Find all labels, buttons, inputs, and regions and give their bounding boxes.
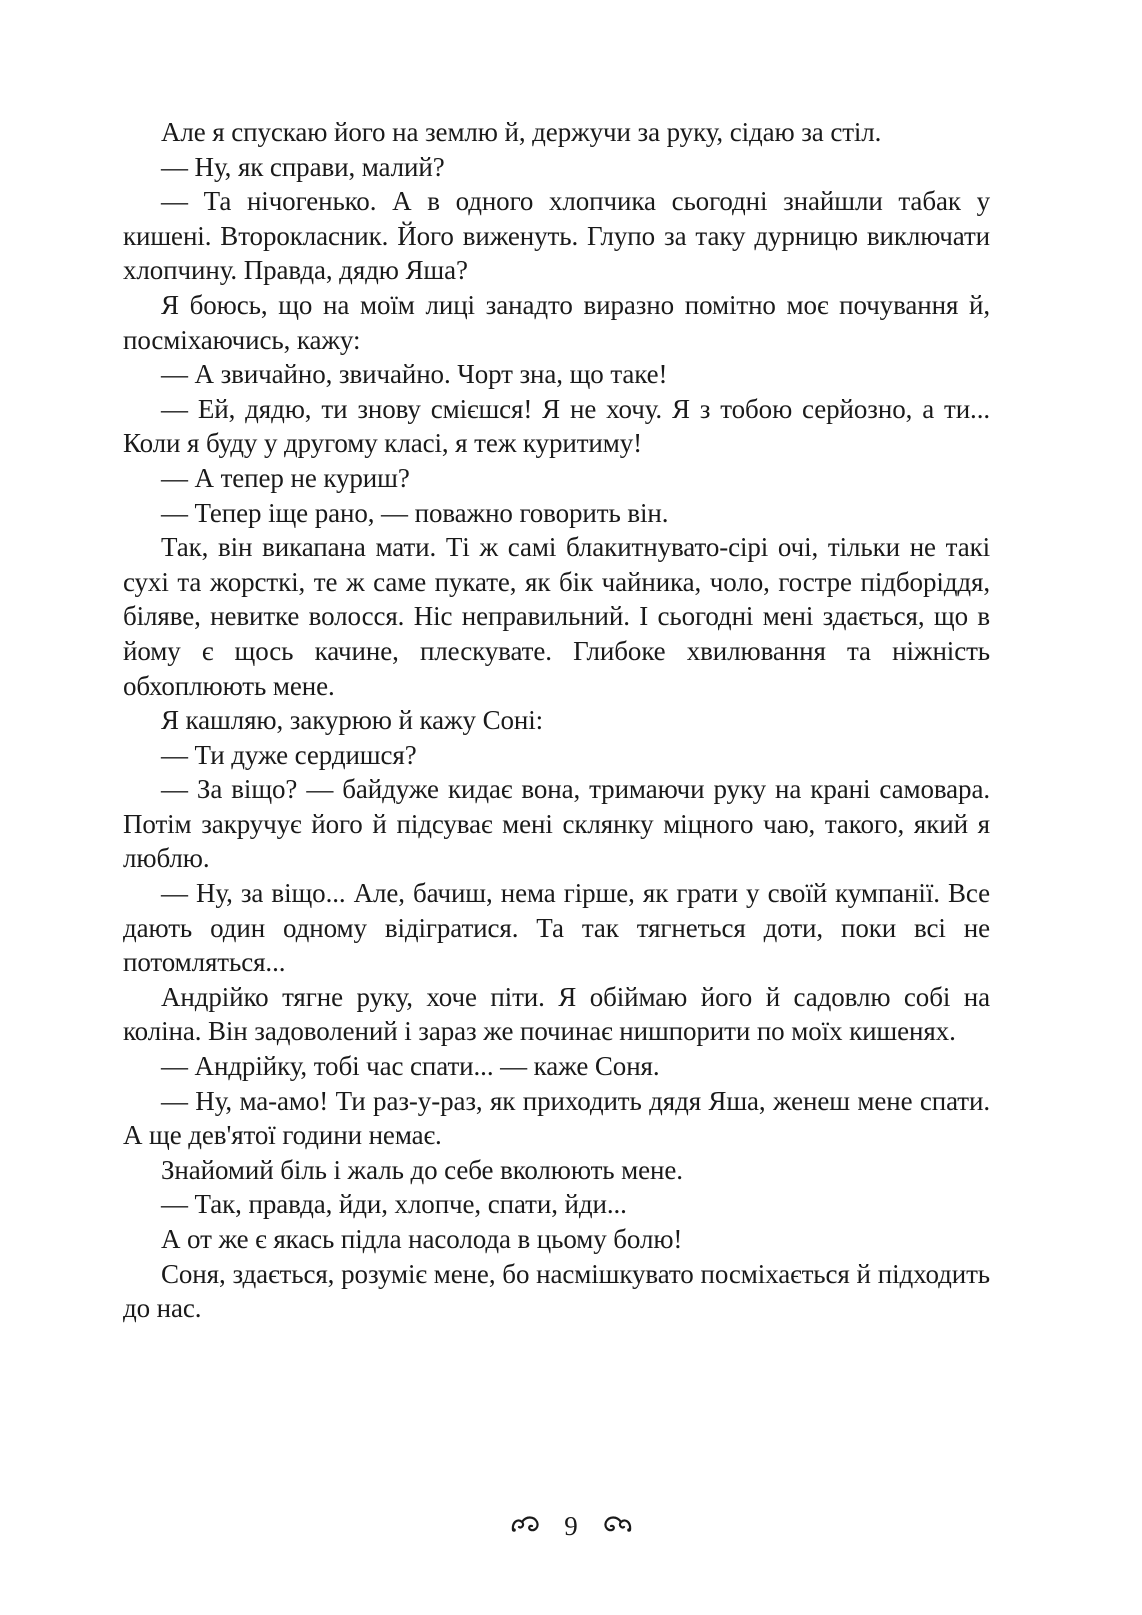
- paragraph: Я боюсь, що на моїм лиці занадто виразно помітно моє почування й, посміхаючись, кажу:: [123, 289, 990, 355]
- paragraph: — Андрійку, тобі час спати... — каже Соня.: [161, 1051, 660, 1082]
- paragraph: — Ну, ма-амо! Ти раз-у-раз, як приходить дядя Яша, женеш мене спати. А ще дев'ятої години немає.: [123, 1085, 990, 1151]
- paragraph: Андрійко тягне руку, хоче піти. Я обіймаю його й садовлю собі на коліна. Він задоволений і зараз же починає нишпорити по моїх кишенях.: [123, 981, 990, 1047]
- paragraph: Я кашляю, закурюю й кажу Соні:: [161, 705, 544, 736]
- body-text: [123, 115, 990, 1326]
- paragraph: — А тепер не куриш?: [161, 462, 410, 493]
- paragraph: Соня, здається, розуміє мене, бо насмішкувато посміхається й підходить до нас.: [123, 1258, 990, 1324]
- paragraph: Але я спускаю його на землю й, держучи за руку, сідаю за стіл.: [161, 117, 882, 147]
- paragraph: — Та нічогенько. А в одного хлопчика сьогодні знайшли табак у кишені. Второкласник. Його виженуть. Глупо за таку дурницю виключати хлопчину. Правда, дядю Яша?: [123, 186, 990, 286]
- paragraph: — Ну, за віщо... Але, бачиш, нема гірше, як грати у своїй кумпанії. Все дають один одному відігратися. Та так тягнеться доти, поки всі не потомляться...: [123, 878, 990, 978]
- paragraph: — Ти дуже сердишся?: [161, 739, 417, 770]
- paragraph: Так, він викапана мати. Ті ж самі блакитнувато-сірі очі, тільки не такі сухі та жорсткі, те ж саме пукате, як бік чайника, чоло, гостре підборіддя, біляве, невитке волосся. Ніс неправильний. І сьогодні мені здається, що в йому є щось качине, плескувате. Глибоке хвилювання та ніжність обхоплюють мене.: [123, 532, 990, 701]
- paragraph: А от же є якась підла насолода в цьому болю!: [161, 1224, 683, 1254]
- paragraph: — Так, правда, йди, хлопче, спати, йди...: [161, 1189, 627, 1220]
- swirl-ornament-right-icon: [601, 1510, 635, 1542]
- paragraph: — Ей, дядю, ти знову смієшся! Я не хочу. Я з тобою серйозно, а ти... Коли я буду у другому класі, я теж куритиму!: [123, 393, 990, 459]
- page-number: 9: [564, 1510, 578, 1541]
- paragraph: — Ну, як справи, малий?: [161, 151, 445, 182]
- paragraph: Знайомий біль і жаль до себе вколюють мене.: [161, 1154, 683, 1185]
- page-footer: [0, 1507, 1142, 1542]
- paragraph: — А звичайно, звичайно. Чорт зна, що таке!: [161, 359, 668, 390]
- swirl-ornament-left-icon: [508, 1510, 542, 1542]
- paragraph: — Тепер іще рано, — поважно говорить він.: [161, 497, 669, 528]
- paragraph: — За віщо? — байдуже кидає вона, тримаючи руку на крані самовара. Потім закручує його й підсуває мені склянку міцного чаю, такого, який я люблю.: [123, 774, 990, 874]
